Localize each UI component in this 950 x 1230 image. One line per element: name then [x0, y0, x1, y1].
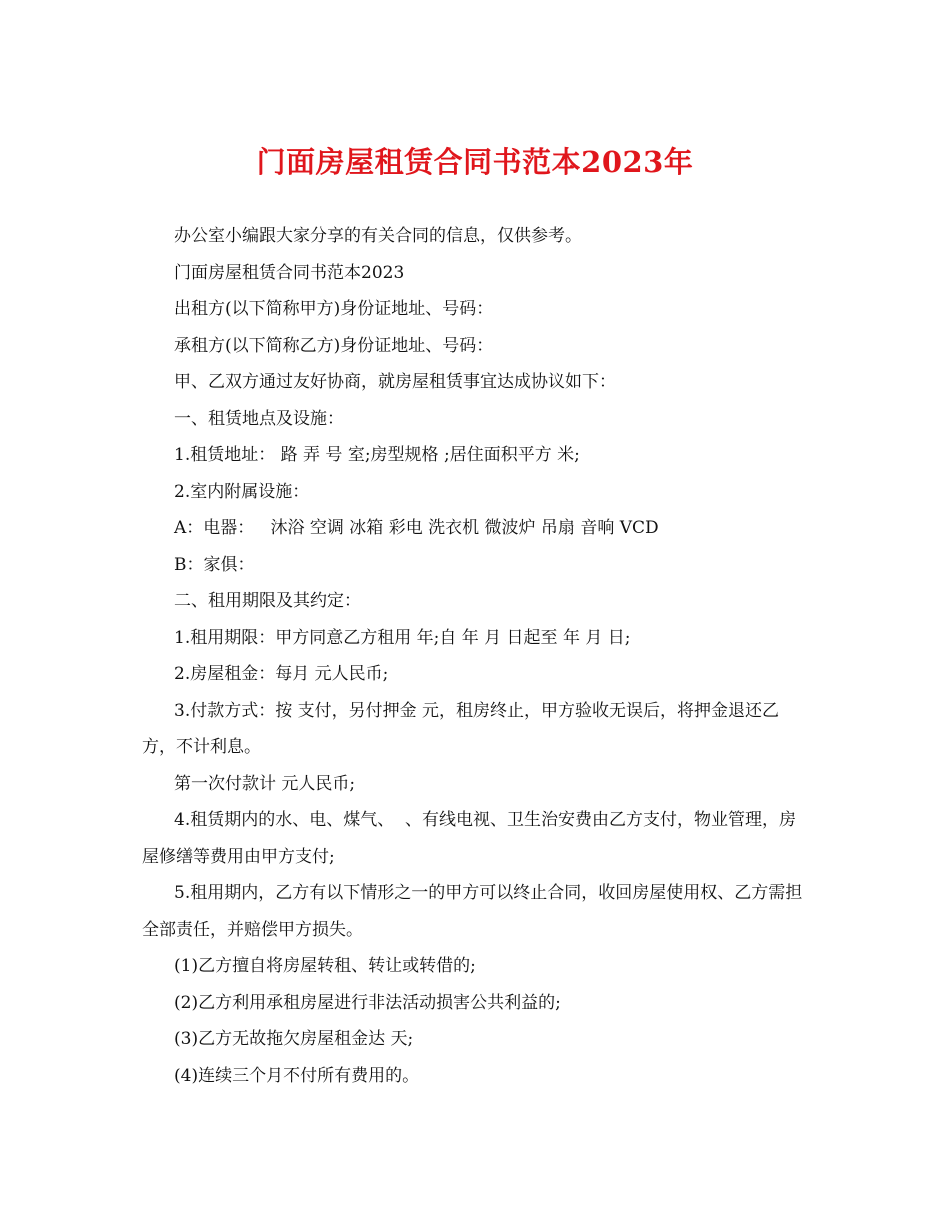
paragraph-first-payment: 第一次付款计 元人民币;	[174, 773, 356, 794]
paragraph-clause-1: (1)乙方擅自将房屋转租、转让或转借的;	[174, 956, 476, 976]
paragraph-clause-2: (2)乙方利用承租房屋进行非法活动损害公共利益的;	[174, 992, 561, 1013]
paragraph-clause-4: (4)连续三个月不付所有费用的。	[174, 1065, 420, 1086]
paragraph-lease-term: 1.租用期限：甲方同意乙方租用 年;自 年 月 日起至 年 月 日;	[174, 627, 631, 648]
section-heading-term: 二、租用期限及其约定：	[174, 591, 361, 611]
document-body	[142, 218, 810, 1094]
paragraph-lessee: 承租方(以下简称乙方)身份证地址、号码：	[174, 335, 494, 356]
paragraph-facilities: 2.室内附属设施：	[174, 481, 310, 502]
section-heading-location: 一、租赁地点及设施：	[174, 408, 344, 429]
paragraph-rent: 2.房屋租金：每月 元人民币;	[174, 664, 389, 684]
paragraph-lessor: 出租方(以下简称甲方)身份证地址、号码：	[174, 299, 494, 319]
paragraph-utilities: 4.租赁期内的水、电、煤气、 、有线电视、卫生治安费由乙方支付，物业管理，房屋修缮等费用由甲方支付;	[142, 810, 797, 867]
paragraph-intro: 办公室小编跟大家分享的有关合同的信息，仅供参考。	[174, 226, 582, 246]
paragraph-address: 1.租赁地址： 路 弄 号 室;房型规格 ;居住面积平方 米;	[174, 445, 580, 465]
paragraph-clause-3: (3)乙方无故拖欠房屋租金达 天;	[174, 1029, 414, 1049]
document-title: 门面房屋租赁合同书范本2023年	[256, 145, 694, 179]
paragraph-agreement: 甲、乙双方通过友好协商，就房屋租赁事宜达成协议如下：	[174, 372, 616, 392]
paragraph-appliances: A：电器： 沐浴 空调 冰箱 彩电 洗衣机 微波炉 吊扇 音响 VCD	[174, 518, 659, 538]
paragraph-payment-method: 3.付款方式：按 支付，另付押金 元，租房终止，甲方验收无误后，将押金退还乙方，不计利息。	[142, 700, 780, 757]
paragraph-subtitle: 门面房屋租赁合同书范本2023	[174, 262, 405, 283]
paragraph-furniture: B：家俱：	[174, 554, 255, 575]
paragraph-termination: 5.租用期内，乙方有以下情形之一的甲方可以终止合同，收回房屋使用权、乙方需担全部责任，并赔偿甲方损失。	[142, 883, 803, 940]
